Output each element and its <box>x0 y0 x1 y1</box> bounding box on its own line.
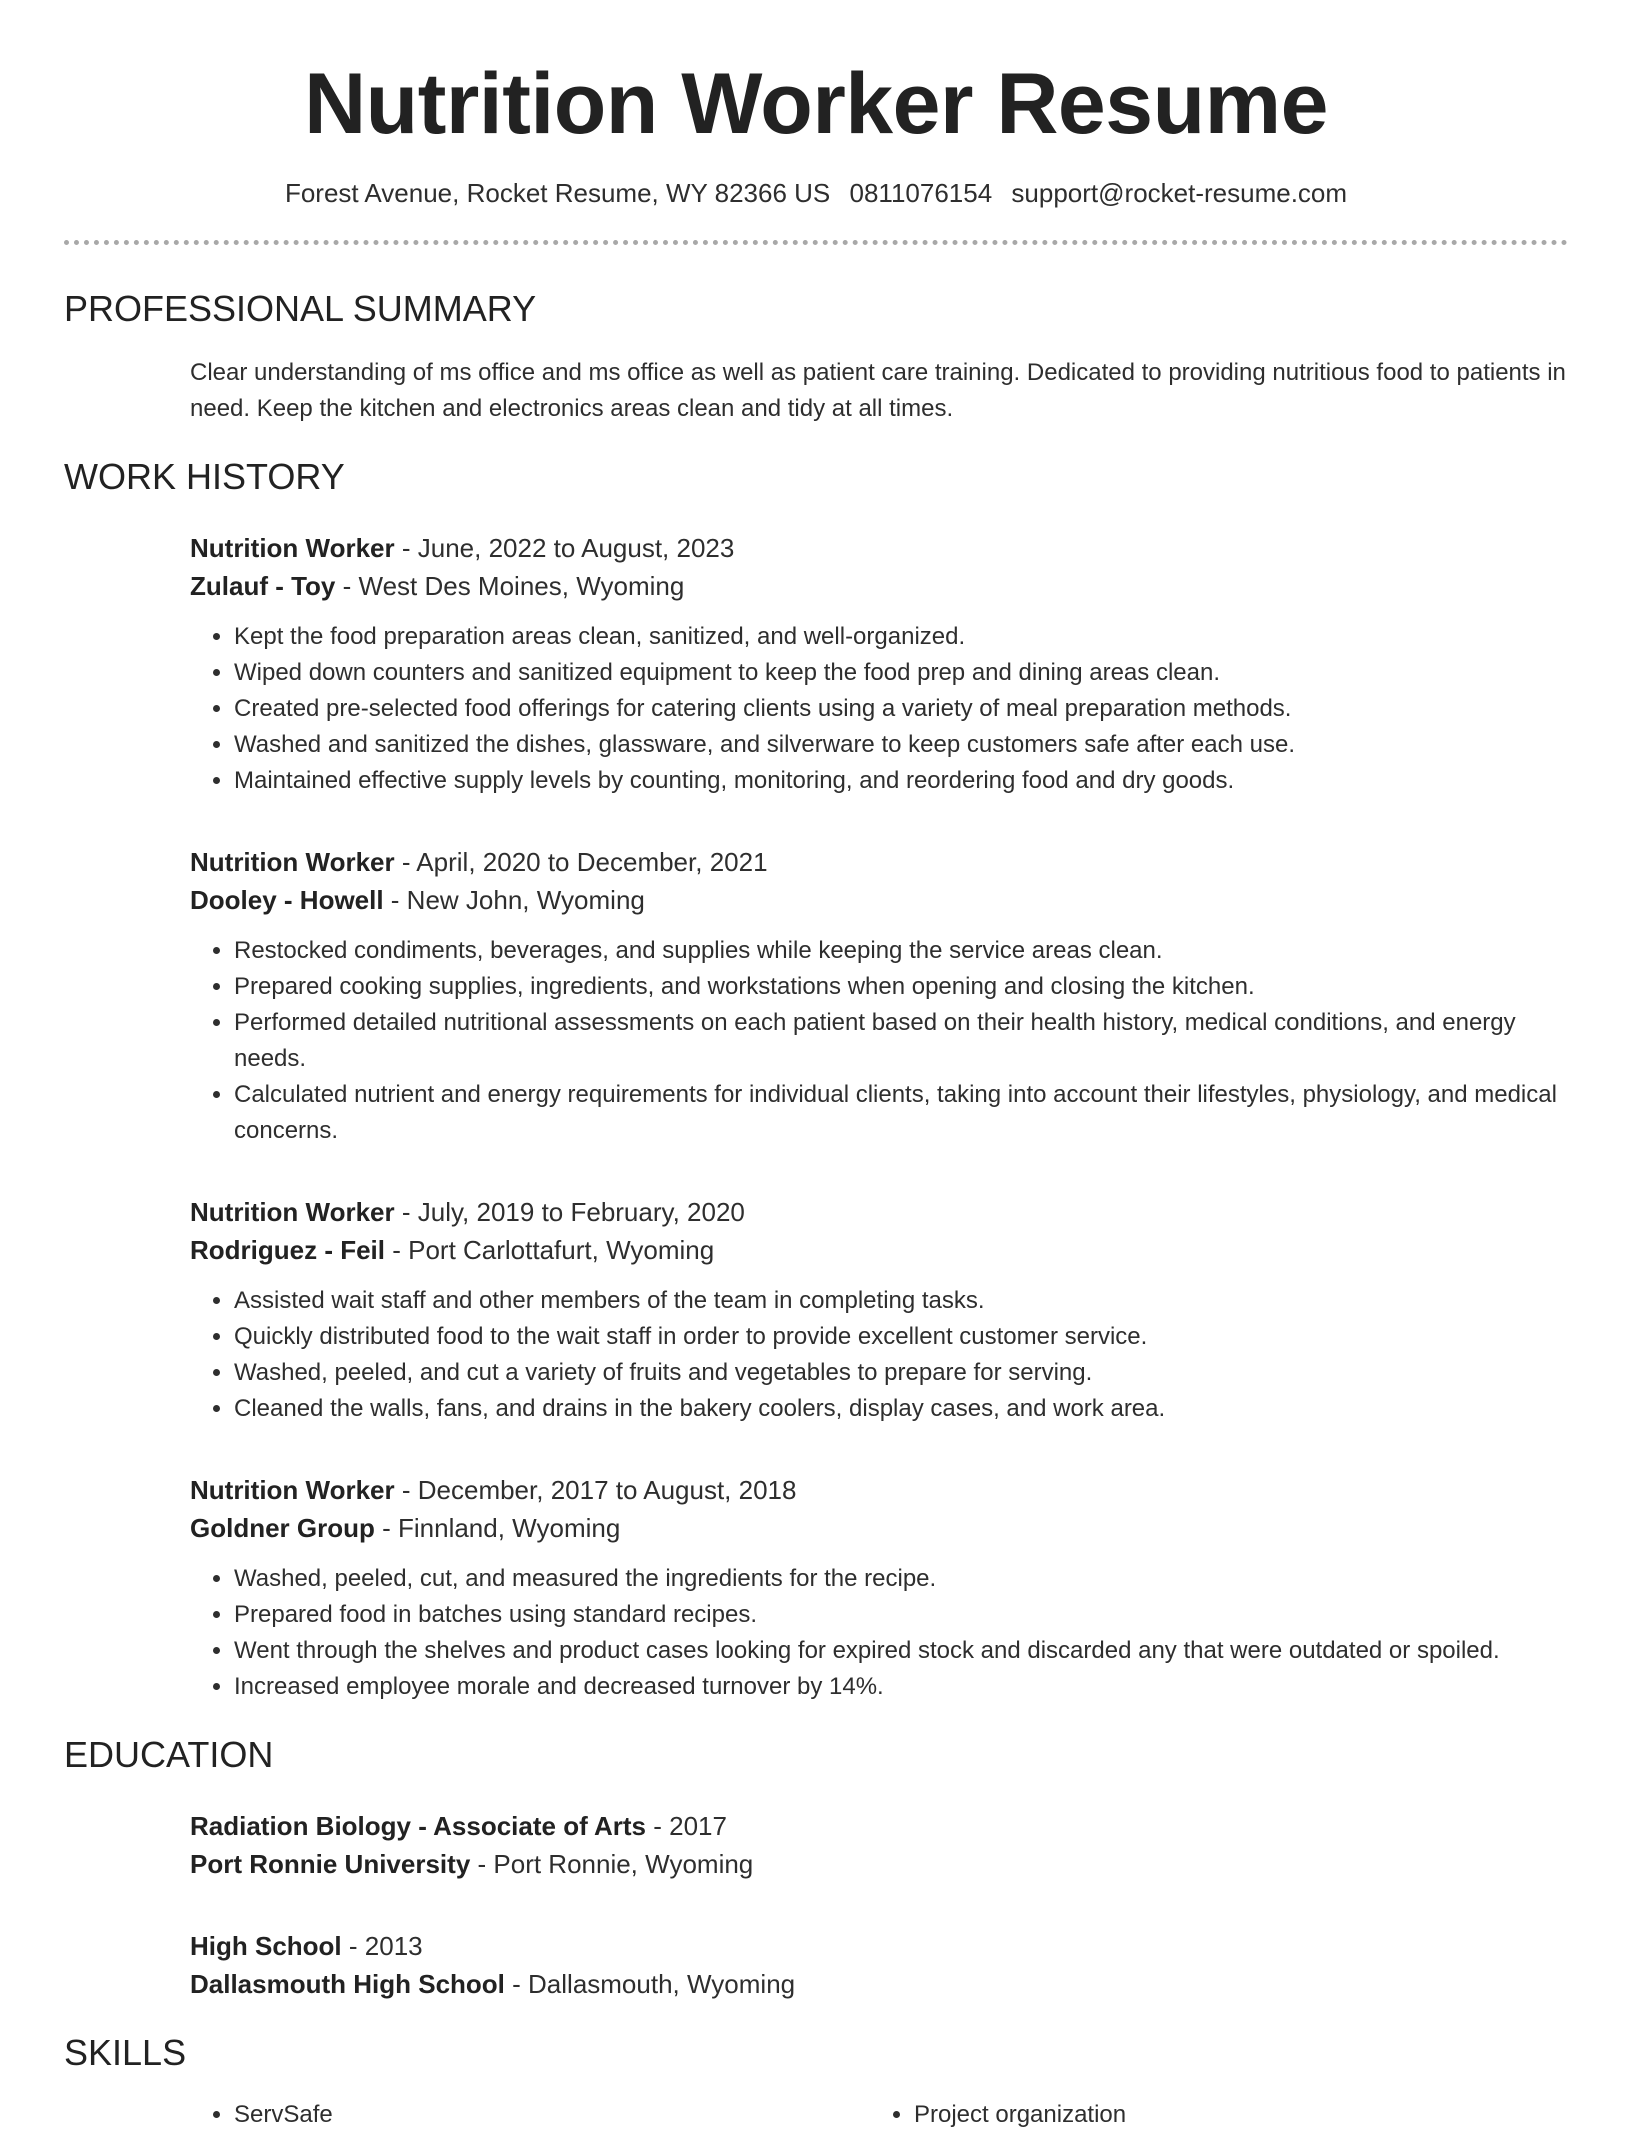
job-duty: • Washed and sanitized the dishes, glassware, and silverware to keep customers safe after each use. <box>234 727 1568 763</box>
summary-section <box>190 355 1568 427</box>
job-duty: • Created pre-selected food offerings for catering clients using a variety of meal preparation methods. <box>234 691 1568 727</box>
job-company-line <box>190 567 1568 605</box>
job-duty: • Went through the shelves and product cases looking for expired stock and discarded any that were outdated or spoiled. <box>234 1633 1568 1669</box>
job-duty: • Washed, peeled, cut, and measured the ingredients for the recipe. <box>234 1561 1568 1597</box>
education-heading: EDUCATION <box>64 1734 274 1775</box>
job-location: - West Des Moines, Wyoming <box>335 571 685 601</box>
job-duty: • Wiped down counters and sanitized equipment to keep the food prep and dining areas clean. <box>234 655 1568 691</box>
education-year: - 2013 <box>341 1931 423 1961</box>
job-company-line <box>190 1509 1568 1547</box>
job-duties <box>190 1283 1568 1427</box>
job-location: - New John, Wyoming <box>383 885 645 915</box>
job-dates: - July, 2019 to February, 2020 <box>394 1197 745 1227</box>
skills-list <box>190 2097 1568 2133</box>
job-dates: - June, 2022 to August, 2023 <box>394 533 735 563</box>
education-school-line <box>190 1965 1568 2003</box>
job-duty: • Cleaned the walls, fans, and drains in the bakery coolers, display cases, and work area. <box>234 1391 1568 1427</box>
education-school: Port Ronnie University <box>190 1849 471 1879</box>
job-title-line <box>190 529 1568 567</box>
job-duty: • Calculated nutrient and energy requirements for individual clients, taking into account their lifestyles, physiology, and medical concerns. <box>234 1077 1568 1149</box>
contact-info <box>64 176 1568 210</box>
job-location: - Port Carlottafurt, Wyoming <box>385 1235 715 1265</box>
job-dates: - April, 2020 to December, 2021 <box>394 847 768 877</box>
job-title-line <box>190 1193 1568 1231</box>
contact-address: Forest Avenue, Rocket Resume, WY 82366 US <box>284 178 831 208</box>
job-company: Zulauf - Toy <box>190 571 336 601</box>
education-degree: Radiation Biology - Associate of Arts <box>190 1811 647 1841</box>
job-duty: • Restocked condiments, beverages, and supplies while keeping the service areas clean. <box>234 933 1568 969</box>
education-entry <box>190 1807 1568 1883</box>
education-year: - 2017 <box>646 1811 727 1841</box>
education-school: Dallasmouth High School <box>190 1969 505 1999</box>
job-entry <box>190 529 1568 799</box>
summary-text: Clear understanding of ms office and ms office as well as patient care training. Dedicated to providing nutritious food to patients in need. Keep the kitchen and electronics areas clean and tidy at all times. <box>190 359 1566 422</box>
education-school-line <box>190 1845 1568 1883</box>
header-divider <box>64 240 1568 245</box>
job-duty: • Washed, peeled, and cut a variety of fruits and vegetables to prepare for serving. <box>234 1355 1568 1391</box>
education-section <box>190 1807 1568 2003</box>
job-title: Nutrition Worker <box>190 1197 395 1227</box>
job-duty: • Maintained effective supply levels by counting, monitoring, and reordering food and dry goods. <box>234 763 1568 799</box>
job-location: - Finnland, Wyoming <box>374 1513 621 1543</box>
work-history-section <box>190 529 1568 1705</box>
job-duties <box>190 933 1568 1149</box>
job-duty: • Prepared food in batches using standard recipes. <box>234 1597 1568 1633</box>
job-company: Goldner Group <box>190 1513 375 1543</box>
job-entry <box>190 1193 1568 1427</box>
job-duties <box>190 619 1568 799</box>
job-dates: - December, 2017 to August, 2018 <box>394 1475 797 1505</box>
job-duty: • Kept the food preparation areas clean, sanitized, and well-organized. <box>234 619 1568 655</box>
summary-heading: PROFESSIONAL SUMMARY <box>64 288 537 329</box>
job-company-line <box>190 1231 1568 1269</box>
work-history-heading: WORK HISTORY <box>64 456 345 497</box>
job-duty: • Increased employee morale and decreased turnover by 14%. <box>234 1669 1568 1705</box>
job-entry <box>190 1471 1568 1705</box>
job-title: Nutrition Worker <box>190 1475 395 1505</box>
job-company: Rodriguez - Feil <box>190 1235 385 1265</box>
education-degree-line <box>190 1807 1568 1845</box>
resume-title: Nutrition Worker Resume <box>304 56 1328 152</box>
contact-phone: 0811076154 <box>849 178 993 208</box>
education-location: - Port Ronnie, Wyoming <box>470 1849 754 1879</box>
education-entry <box>190 1927 1568 2003</box>
job-company: Dooley - Howell <box>190 885 384 915</box>
job-title-line <box>190 843 1568 881</box>
job-duty: • Quickly distributed food to the wait staff in order to provide excellent customer service. <box>234 1319 1568 1355</box>
job-title-line <box>190 1471 1568 1509</box>
job-entry <box>190 843 1568 1149</box>
job-title: Nutrition Worker <box>190 533 395 563</box>
job-duty: • Prepared cooking supplies, ingredients, and workstations when opening and closing the kitchen. <box>234 969 1568 1005</box>
job-duty: • Assisted wait staff and other members of the team in completing tasks. <box>234 1283 1568 1319</box>
job-duties <box>190 1561 1568 1705</box>
education-degree-line <box>190 1927 1568 1965</box>
skills-section <box>190 2097 1568 2133</box>
job-title: Nutrition Worker <box>190 847 395 877</box>
education-location: - Dallasmouth, Wyoming <box>504 1969 796 1999</box>
skill-item: • Project organization <box>914 2097 1554 2133</box>
contact-email: support@rocket-resume.com <box>1011 178 1348 208</box>
job-duty: • Performed detailed nutritional assessments on each patient based on their health history, medical conditions, and energy needs. <box>234 1005 1568 1077</box>
education-degree: High School <box>190 1931 342 1961</box>
skill-item: • ServSafe <box>234 2097 914 2133</box>
skills-heading: SKILLS <box>64 2032 187 2073</box>
job-company-line <box>190 881 1568 919</box>
